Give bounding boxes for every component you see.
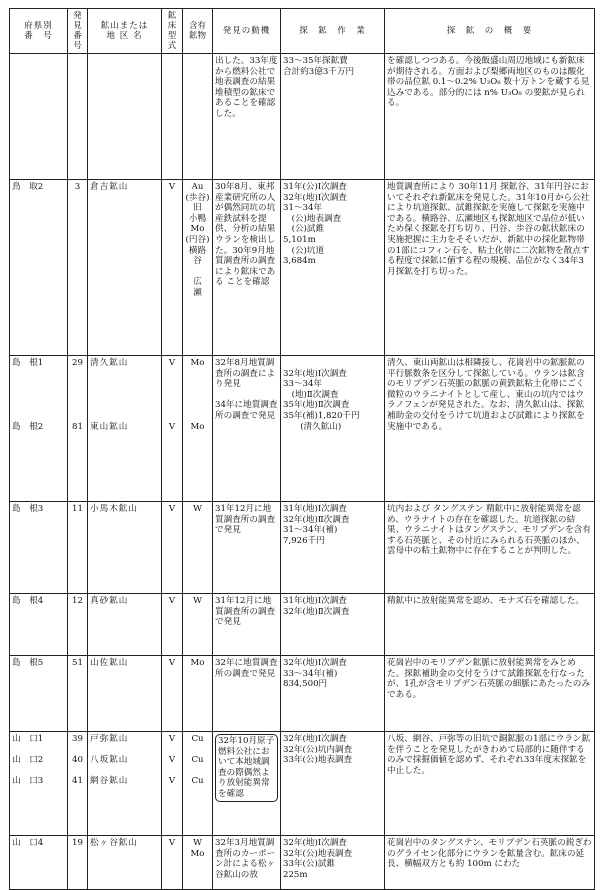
summary-cell: 地質調査所により 30年11月 探鉱谷、31年円谷においてそれぞれ新鉱床を発見した。31年10月から公社により坑道探鉱、試錐探鉱を実施して探鉱を実施中である。横路谷、広瀬地区も探鉱地区で品位が低いため保く探鉱を打ち切り、円谷、歩谷の鉱状鉱床の実施把握に主力をそそいだが、新鉱中の採化鉱物帯の1部にコフィン石を、粘土化帯に二次鉱物を散点する程度で採鉱に値する程の規模、品位がなく34年3月探鉱を打ち切った。 xyxy=(385,180,595,356)
mine-name-cell xyxy=(88,656,162,732)
deposit-type-line: V xyxy=(168,358,176,368)
work-cell: 32年(地)Ⅰ次調査 32年(公)坑内調査 33年(公)地表調査 xyxy=(281,732,385,836)
mine-name-line: 清久鉱山 xyxy=(90,358,129,368)
mine-name-line: 八坂鉱山 xyxy=(90,755,129,766)
summary-cell: 花崗岩中のモリブデン鉱脈に放射能異常をみとめた。探鉱補助金の交付をうけて試錐探鉱を行なったが、1孔が含モリブデン石英脈の細脈にあたったのみである。 xyxy=(385,656,595,732)
pref-no-line: 山 口2 xyxy=(12,755,44,766)
deposit-type-line xyxy=(164,745,180,756)
mineral-cell: Au (歩谷) 旧 小鴨 Mo (円谷) 横路谷 広 瀬 xyxy=(183,180,213,356)
mine-name-line xyxy=(90,379,159,390)
deposit-type-cell xyxy=(162,502,183,594)
table-body xyxy=(10,54,595,890)
disc-no-cell xyxy=(68,732,88,836)
disc-no-cell xyxy=(68,356,88,502)
motive-text: 32年8月地質調査所の調査により発見 34年に地質調査所の調査で発見 xyxy=(215,358,278,421)
table-row xyxy=(10,656,595,732)
table-row xyxy=(10,836,595,890)
pref-no-line xyxy=(12,766,65,777)
work-cell: 33～35年探鉱費 合計約3億3千万円 xyxy=(281,54,385,180)
deposit-type-cell xyxy=(162,656,183,732)
pref-no-cell xyxy=(10,54,68,180)
mine-name-line xyxy=(90,400,159,411)
header-mineral: 含有 鉱物 xyxy=(183,9,213,54)
summary-cell: 花崗岩中のタングステン、モリブデン石英脈の鋭ぎわのグライセン化部分にウランを鉱量含む。鉱床の延長、横幅双方とも約 100m にわた xyxy=(385,836,595,890)
pref-no-line xyxy=(12,56,65,67)
mine-name-cell xyxy=(88,356,162,502)
disc-no-line: 11 xyxy=(72,504,83,514)
pref-no-line: 島 根1 xyxy=(12,358,44,368)
deposit-type-line: V xyxy=(168,734,176,744)
disc-no-line xyxy=(70,400,85,411)
header-row xyxy=(10,9,595,54)
mine-name-cell xyxy=(88,594,162,656)
disc-no-line xyxy=(70,390,85,401)
mine-name-line xyxy=(90,411,159,422)
header-mine: 鉱山または 地 区 名 xyxy=(88,9,162,54)
deposit-type-line xyxy=(164,766,180,777)
mine-name-cell xyxy=(88,502,162,594)
deposit-type-line: V xyxy=(168,421,176,432)
header-disc-no: 発見 番号 xyxy=(68,9,88,54)
disc-no-line: 51 xyxy=(72,658,83,668)
disc-no-cell xyxy=(68,54,88,180)
motive-cell xyxy=(213,356,281,502)
pref-no-cell xyxy=(10,836,68,890)
deposit-type-line: V xyxy=(168,755,176,766)
deposit-type-line: V xyxy=(168,504,176,514)
pref-no-line xyxy=(12,67,65,78)
deposit-type-cell xyxy=(162,180,183,356)
disc-no-line xyxy=(70,745,85,756)
motive-text: 出した。33年度から燃料公社で地表調査の結果堆積型の鉱床であることを確認した。 xyxy=(215,56,278,119)
pref-no-line: 島 根5 xyxy=(12,658,44,668)
pref-no-line: 山 口3 xyxy=(12,776,44,787)
mineral-cell: W Mo xyxy=(183,836,213,890)
disc-no-line xyxy=(70,411,85,422)
disc-no-cell xyxy=(68,180,88,356)
pref-no-cell xyxy=(10,502,68,594)
header-deposit-type: 鉱床 型式 xyxy=(162,9,183,54)
summary-cell: 清久、東山両鉱山は相隣接し、花崗岩中の鉱脈鉱の平行脈数条を区分して探鉱している。ウランは鉱含のモリブデン石英脈の鉱脈の黄鉄鉱粘土化帯にごく微粒のウラニナイトとして産し、東山の坑内ではウラノフェンが発見された。なお、清久鉱山は、探鉱補助金の交付をうけて坑道および試錐により探鉱を実施中である。 xyxy=(385,356,595,502)
disc-no-cell xyxy=(68,594,88,656)
motive-text: 31年12月に地質調査所の調査で発見 xyxy=(215,504,276,536)
mineral-cell: W xyxy=(183,594,213,656)
mineral-cell: Mo Mo xyxy=(183,356,213,502)
work-cell: 32年(地)Ⅰ次調査 32年(公)地表調査 33年(公)試錐 225m xyxy=(281,836,385,890)
disc-no-cell xyxy=(68,656,88,732)
pref-no-cell xyxy=(10,656,68,732)
pref-no-cell xyxy=(10,732,68,836)
deposit-type-cell xyxy=(162,594,183,656)
disc-no-line xyxy=(70,766,85,777)
header-summary: 探 鉱 の 概 要 xyxy=(385,9,595,54)
disc-no-line: 81 xyxy=(72,421,83,432)
pref-no-cell xyxy=(10,594,68,656)
mine-name-line: 戸弥鉱山 xyxy=(90,734,129,744)
pref-no-line xyxy=(12,745,65,756)
mine-name-line: 東山鉱山 xyxy=(90,421,129,432)
deposit-type-line: V xyxy=(168,182,176,192)
table-row xyxy=(10,594,595,656)
work-cell: 31年(地)Ⅰ次調査 32年(地)Ⅱ次調査 xyxy=(281,594,385,656)
header-motive: 発見の動機 xyxy=(213,9,281,54)
pref-no-line: 山 口4 xyxy=(12,838,44,848)
deposit-type-line xyxy=(164,400,180,411)
header-pref-no: 府県別 番 号 xyxy=(10,9,68,54)
motive-cell xyxy=(213,656,281,732)
disc-no-cell xyxy=(68,836,88,890)
mine-name-line: 小馬木鉱山 xyxy=(90,504,138,514)
disc-no-line xyxy=(70,369,85,380)
work-cell: 31年(公)Ⅰ次調査 32年(地)Ⅰ次調査 31～34年 (公)地表調査 (公)試錐 5,101m (公)坑道 3,684m xyxy=(281,180,385,356)
pref-no-line xyxy=(12,369,65,380)
disc-no-line: 29 xyxy=(72,358,83,368)
work-cell: 32年(地)Ⅰ次調査 33～34年(補) 834,500円 xyxy=(281,656,385,732)
disc-no-line: 39 xyxy=(72,734,83,744)
table-row xyxy=(10,356,595,502)
table-row xyxy=(10,54,595,180)
mine-name-line: 松ヶ谷鉱山 xyxy=(90,838,138,848)
deposit-type-cell xyxy=(162,732,183,836)
disc-no-line xyxy=(70,379,85,390)
mine-name-line: 網谷鉱山 xyxy=(90,776,129,787)
motive-text: 32年10月原子燃料公社において本地域調査の際偶然より放射能異常を確認 xyxy=(215,734,278,802)
motive-cell xyxy=(213,732,281,836)
mine-name-line xyxy=(90,390,159,401)
deposit-type-line xyxy=(164,379,180,390)
mine-name-cell xyxy=(88,180,162,356)
motive-text: 32年3月地質調査所のカーボーン計による松ヶ谷鉱山の放 xyxy=(215,838,276,880)
deposit-type-line xyxy=(164,390,180,401)
pref-no-line xyxy=(12,411,65,422)
mineral-cell: Mo xyxy=(183,656,213,732)
table-row xyxy=(10,502,595,594)
pref-no-cell xyxy=(10,180,68,356)
motive-cell xyxy=(213,502,281,594)
pref-no-line xyxy=(12,390,65,401)
deposit-type-line: V xyxy=(168,658,176,668)
pref-no-line: 島 根2 xyxy=(12,421,44,432)
motive-cell xyxy=(213,836,281,890)
deposit-type-line: V xyxy=(168,838,176,848)
disc-no-line: 40 xyxy=(72,755,83,766)
motive-text: 30年8月、東邦産業研究所の人が偶然同坑の坑産鉄試料を提供、分析の結果ウランを検出した。30年9月地質調査所の調査により鉱床である ことを確認 xyxy=(215,182,276,288)
mineral-cell: Cu Cu Cu xyxy=(183,732,213,836)
motive-text: 31年12月に地質調査所の調査で発見 xyxy=(215,596,276,628)
motive-text: 32年に地質調査所の調査で発見 xyxy=(215,658,278,679)
deposit-type-cell xyxy=(162,836,183,890)
motive-cell xyxy=(213,180,281,356)
work-cell: 31年(地)Ⅰ次調査 32年(地)Ⅱ次調査 31～34年(補) 7,926千円 xyxy=(281,502,385,594)
table-row xyxy=(10,180,595,356)
pref-no-cell xyxy=(10,356,68,502)
mine-name-line xyxy=(90,369,159,380)
deposit-type-line xyxy=(164,369,180,380)
summary-cell: 精鉱中に放射能異常を認め、モナズ石を確認した。 xyxy=(385,594,595,656)
disc-no-line: 41 xyxy=(72,776,83,787)
table-row xyxy=(10,732,595,836)
pref-no-line xyxy=(12,379,65,390)
deposit-type-cell xyxy=(162,54,183,180)
pref-no-line: 山 口1 xyxy=(12,734,44,744)
deposit-type-cell xyxy=(162,356,183,502)
deposit-type-line: V xyxy=(168,596,176,606)
mineral-cell: W xyxy=(183,502,213,594)
disc-no-line: 19 xyxy=(72,838,83,848)
motive-cell xyxy=(213,594,281,656)
mine-name-cell xyxy=(88,54,162,180)
summary-cell: 坑内および タングステン 精鉱中に放射能異常を認め、ウラナイトの存在を確認した。坑道探鉱の結果、ウラニナイトはタングステン、モリブデンを含有する石英脈と、その付近にみられる石英脈のほか、雲母中の粘土鉱物中に存在することが判明した。 xyxy=(385,502,595,594)
work-cell: 32年(地)Ⅰ次調査 33～34年 (地)Ⅱ次調査 35年(地)Ⅱ次調査 35年(補)1,820千円 (清久鉱山) xyxy=(281,356,385,502)
mine-name-line xyxy=(90,745,159,756)
motive-cell xyxy=(213,54,281,180)
disc-no-line: 3 xyxy=(74,182,81,192)
deposit-type-line xyxy=(164,411,180,422)
summary-cell: を確認しつつある。今後飯盛山周辺地域にも新鉱床が期待される。方面および梨郷両地区のものは酸化帯の品位鉱 0.1～0.2% U₃O₈ 数十万トンを蔵する見込みである。部分的には n% U₃O₈ の要鉱が見られる。 xyxy=(385,54,595,180)
disc-no-cell xyxy=(68,502,88,594)
pref-no-line xyxy=(12,400,65,411)
deposit-type-line: V xyxy=(168,776,176,787)
mineral-cell xyxy=(183,54,213,180)
uranium-exploration-table xyxy=(9,8,595,890)
pref-no-line: 島 根4 xyxy=(12,596,44,606)
mine-name-line: 倉吉鉱山 xyxy=(90,182,129,192)
header-work: 探 鉱 作 業 xyxy=(281,9,385,54)
mine-name-line: 真砂鉱山 xyxy=(90,596,129,606)
summary-cell: 八坂、網谷、戸弥等の旧坑で銅鉱脈の1部にウラン鉱を伴うことを発見したがきわめて局部的に随伴するのみで採掘価値を認めず、それぞれ33年度末探鉱を中止した。 xyxy=(385,732,595,836)
mine-name-line: 山佐鉱山 xyxy=(90,658,129,668)
disc-no-line: 12 xyxy=(72,596,83,606)
pref-no-line: 鳥 取2 xyxy=(12,182,44,192)
mine-name-cell xyxy=(88,732,162,836)
pref-no-line: 島 根3 xyxy=(12,504,44,514)
mine-name-cell xyxy=(88,836,162,890)
mine-name-line xyxy=(90,766,159,777)
